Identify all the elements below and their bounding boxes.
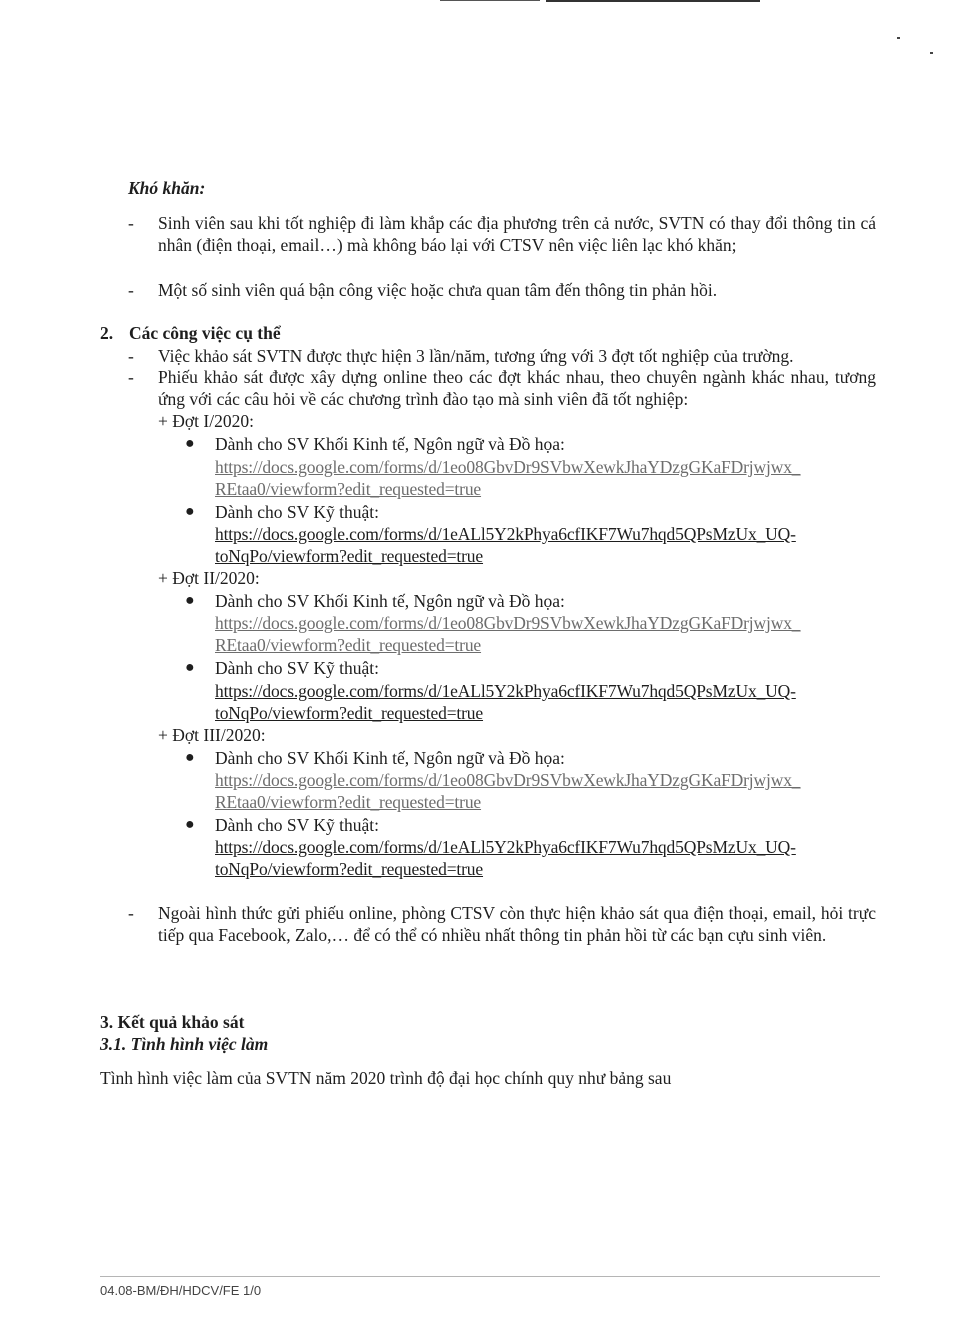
- bullet-dot: ●: [185, 659, 195, 676]
- tech-form-label: Dành cho SV Kỹ thuật:: [215, 815, 379, 835]
- bullet-dot: ●: [185, 503, 195, 520]
- econ-form-label: Dành cho SV Khối Kinh tế, Ngôn ngữ và Đồ họa:: [215, 748, 565, 768]
- task-item: Việc khảo sát SVTN được thực hiện 3 lần/năm, tương ứng với 3 đợt tốt nghiệp của trường.: [158, 346, 794, 366]
- difficulties-heading: Khó khăn:: [128, 178, 206, 198]
- dash-bullet: -: [128, 213, 134, 233]
- tech-form-link[interactable]: toNqPo/viewform?edit_requested=true: [215, 859, 484, 879]
- dash-bullet: -: [128, 280, 134, 300]
- section2-title: Các công việc cụ thể: [129, 323, 281, 343]
- tech-form-link[interactable]: toNqPo/viewform?edit_requested=true: [215, 703, 484, 723]
- dash-bullet: -: [128, 903, 134, 923]
- difficulty-item: Sinh viên sau khi tốt nghiệp đi làm khắp các địa phương trên cả nước, SVTN có thay đổi thông tin cá nhân (điện thoại, email…) mà không báo lại với CTSV nên việc liên lạc khó khăn;: [158, 213, 876, 255]
- bullet-dot: ●: [185, 816, 195, 833]
- econ-form-link[interactable]: REtaa0/viewform?edit_requested=true: [215, 792, 482, 812]
- difficulty-item: Một số sinh viên quá bận công việc hoặc chưa quan tâm đến thông tin phản hồi.: [158, 280, 718, 300]
- dash-bullet: -: [128, 346, 134, 366]
- econ-form-link[interactable]: https://docs.google.com/forms/d/1eo08GbvDr9SVbwXewkJhaYDzgGKaFDrjwjwx_: [215, 457, 801, 477]
- tech-form-link[interactable]: https://docs.google.com/forms/d/1eALl5Y2kPhya6cfIKF7Wu7hqd5QPsMzUx_UQ-: [215, 524, 796, 544]
- section2-number: 2.: [100, 323, 114, 343]
- tech-form-link[interactable]: https://docs.google.com/forms/d/1eALl5Y2kPhya6cfIKF7Wu7hqd5QPsMzUx_UQ-: [215, 837, 796, 857]
- tech-form-link[interactable]: toNqPo/viewform?edit_requested=true: [215, 546, 484, 566]
- bullet-dot: ●: [185, 749, 195, 766]
- econ-form-link[interactable]: REtaa0/viewform?edit_requested=true: [215, 635, 482, 655]
- dash-bullet: -: [128, 367, 134, 387]
- section3-body: Tình hình việc làm của SVTN năm 2020 trình độ đại học chính quy như bảng sau: [100, 1068, 672, 1088]
- tech-form-label: Dành cho SV Kỹ thuật:: [215, 658, 379, 678]
- bullet-dot: ●: [185, 592, 195, 609]
- section3-subtitle: 3.1. Tình hình việc làm: [100, 1034, 269, 1054]
- footer-code: 04.08-BM/ĐH/HDCV/FE 1/0: [100, 1283, 262, 1298]
- bullet-dot: ●: [185, 435, 195, 452]
- task-item: Phiếu khảo sát được xây dựng online theo các đợt khác nhau, theo chuyên ngành khác nhau, tương ứng với các câu hỏi về các chương trình đào tạo mà sinh viên đã tốt nghiệp:: [158, 367, 876, 409]
- round-label: + Đợt II/2020:: [158, 568, 260, 588]
- task-item: Ngoài hình thức gửi phiếu online, phòng CTSV còn thực hiện khảo sát qua điện thoại, email, hỏi trực tiếp qua Facebook, Zalo,… để có thể có nhiều nhất thông tin phản hồi từ các bạn cựu sinh viên.: [158, 903, 876, 945]
- econ-form-link[interactable]: https://docs.google.com/forms/d/1eo08GbvDr9SVbwXewkJhaYDzgGKaFDrjwjwx_: [215, 613, 801, 633]
- scan-speck: [897, 37, 900, 39]
- tech-form-label: Dành cho SV Kỹ thuật:: [215, 502, 379, 522]
- footer-rule: [100, 1276, 880, 1277]
- round-label: + Đợt III/2020:: [158, 725, 266, 745]
- econ-form-label: Dành cho SV Khối Kinh tế, Ngôn ngữ và Đồ họa:: [215, 434, 565, 454]
- tech-form-link[interactable]: https://docs.google.com/forms/d/1eALl5Y2kPhya6cfIKF7Wu7hqd5QPsMzUx_UQ-: [215, 681, 796, 701]
- econ-form-label: Dành cho SV Khối Kinh tế, Ngôn ngữ và Đồ họa:: [215, 591, 565, 611]
- scan-speck: [930, 52, 933, 54]
- econ-form-link[interactable]: REtaa0/viewform?edit_requested=true: [215, 479, 482, 499]
- top-rule: [440, 0, 540, 1]
- econ-form-link[interactable]: https://docs.google.com/forms/d/1eo08GbvDr9SVbwXewkJhaYDzgGKaFDrjwjwx_: [215, 770, 801, 790]
- section3-title: 3. Kết quả khảo sát: [100, 1012, 245, 1032]
- top-rule: [546, 0, 760, 2]
- round-label: + Đợt I/2020:: [158, 411, 254, 431]
